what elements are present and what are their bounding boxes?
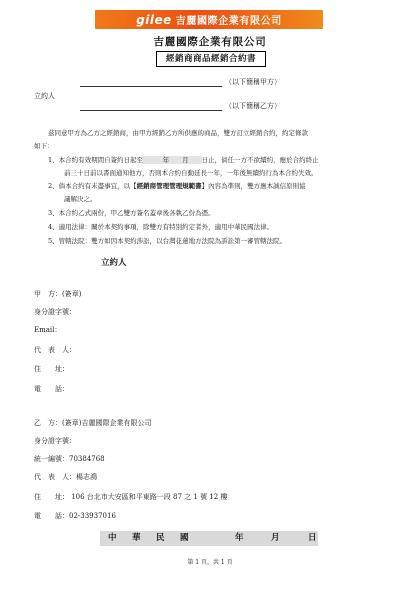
intro-line-1: 茲同意甲方為乙方之經銷商，由甲方經銷乙方所供應的商品，雙方訂立經銷合約，約定條款 bbox=[48, 129, 308, 137]
date-month-label: 月 bbox=[271, 533, 280, 543]
party-a-id: 身分證字號： bbox=[34, 308, 76, 316]
brand-logo-text: gilee bbox=[136, 12, 172, 27]
banner-company-name: 吉麗國際企業有限公司 bbox=[175, 16, 282, 27]
party-b-id: 身分證字號： bbox=[34, 437, 76, 445]
clause-1 bbox=[48, 155, 319, 165]
party-b-label: 乙 方：(簽章)吉麗國際企業有限公司 bbox=[34, 419, 152, 427]
party-b-rep: 代 表 人：楊志鴻 bbox=[34, 473, 97, 481]
party-a-rep: 代 表 人： bbox=[34, 346, 76, 354]
date-year-label: 年 bbox=[235, 533, 244, 543]
clause-2-line-2: 議解決之。 bbox=[64, 195, 97, 203]
company-title: 吉麗國際企業有限公司 bbox=[153, 36, 267, 48]
date-char-guo: 國 bbox=[180, 533, 189, 543]
party-a-signature-line bbox=[80, 86, 222, 87]
signer-label: 立約人 bbox=[34, 92, 55, 100]
party-b-phone: 電 話：02-33937016 bbox=[34, 512, 116, 520]
clause-4: 4、適用法律：關於本契約事項，除雙方有特別約定者外，適用中華民國法律。 bbox=[48, 223, 274, 231]
party-b-suffix: （以下簡稱乙方） bbox=[225, 102, 281, 110]
header-banner bbox=[95, 10, 323, 29]
clause-2-text-b: 】內容為準則，雙方應本誠信原則協 bbox=[201, 182, 306, 190]
party-b-signature-line bbox=[80, 110, 222, 111]
party-a-phone: 電 話： bbox=[34, 385, 69, 393]
party-a-email: Email： bbox=[34, 326, 62, 334]
party-a-label: 甲 方：(簽章) bbox=[34, 290, 82, 298]
party-a-suffix: （以下簡稱甲方） bbox=[225, 78, 281, 86]
signers-heading: 立約人 bbox=[101, 258, 127, 268]
page-number: 第 1 頁，共 1 頁 bbox=[187, 559, 233, 566]
clause-2-text-a: 2、倘本合約有未盡事宜，以【 bbox=[48, 182, 137, 190]
clause-1-month: 月 bbox=[182, 156, 189, 164]
signing-date-bar bbox=[100, 531, 318, 546]
clause-1-text-a: 1、本合約有效期間自簽約日起至 bbox=[48, 156, 144, 164]
date-char-min: 民 bbox=[156, 533, 165, 543]
clause-2-reference: 經銷商管理管理規範書 bbox=[136, 182, 202, 190]
date-char-zhong: 中 bbox=[108, 533, 117, 543]
clause-1-date-field bbox=[143, 156, 202, 164]
party-b-tax-id: 統一編號：70384768 bbox=[34, 455, 105, 463]
intro-line-2: 如下： bbox=[34, 142, 54, 150]
date-char-hua: 華 bbox=[132, 533, 141, 543]
party-b-address: 住 址： 106 台北市大安區和平東路一段 87 之 1 號 12 樓 bbox=[34, 493, 228, 501]
document-title: 經銷商商品經銷合約書 bbox=[156, 51, 266, 67]
clause-1-year: 年 bbox=[162, 156, 170, 164]
clause-2 bbox=[48, 181, 306, 191]
party-a-address: 住 址： bbox=[34, 365, 69, 373]
date-day-label: 日 bbox=[308, 533, 317, 543]
clause-5: 5、管轄法院：雙方如因本契約涉訟，以台灣花蓮地方法院為訴訟第一審管轄法院。 bbox=[48, 237, 287, 245]
clause-3: 3、本合約乙式兩份，甲乙雙方簽名蓋章後各執乙份為憑。 bbox=[48, 209, 215, 217]
clause-1-line-2: 前三十日前以書面通知他方，否則本合約自動延長一年，一年後無續約行為本合約失效。 bbox=[64, 169, 318, 177]
clause-1-text-b: 日止，倘任一方不欲續約，應於合約終止 bbox=[201, 156, 319, 164]
